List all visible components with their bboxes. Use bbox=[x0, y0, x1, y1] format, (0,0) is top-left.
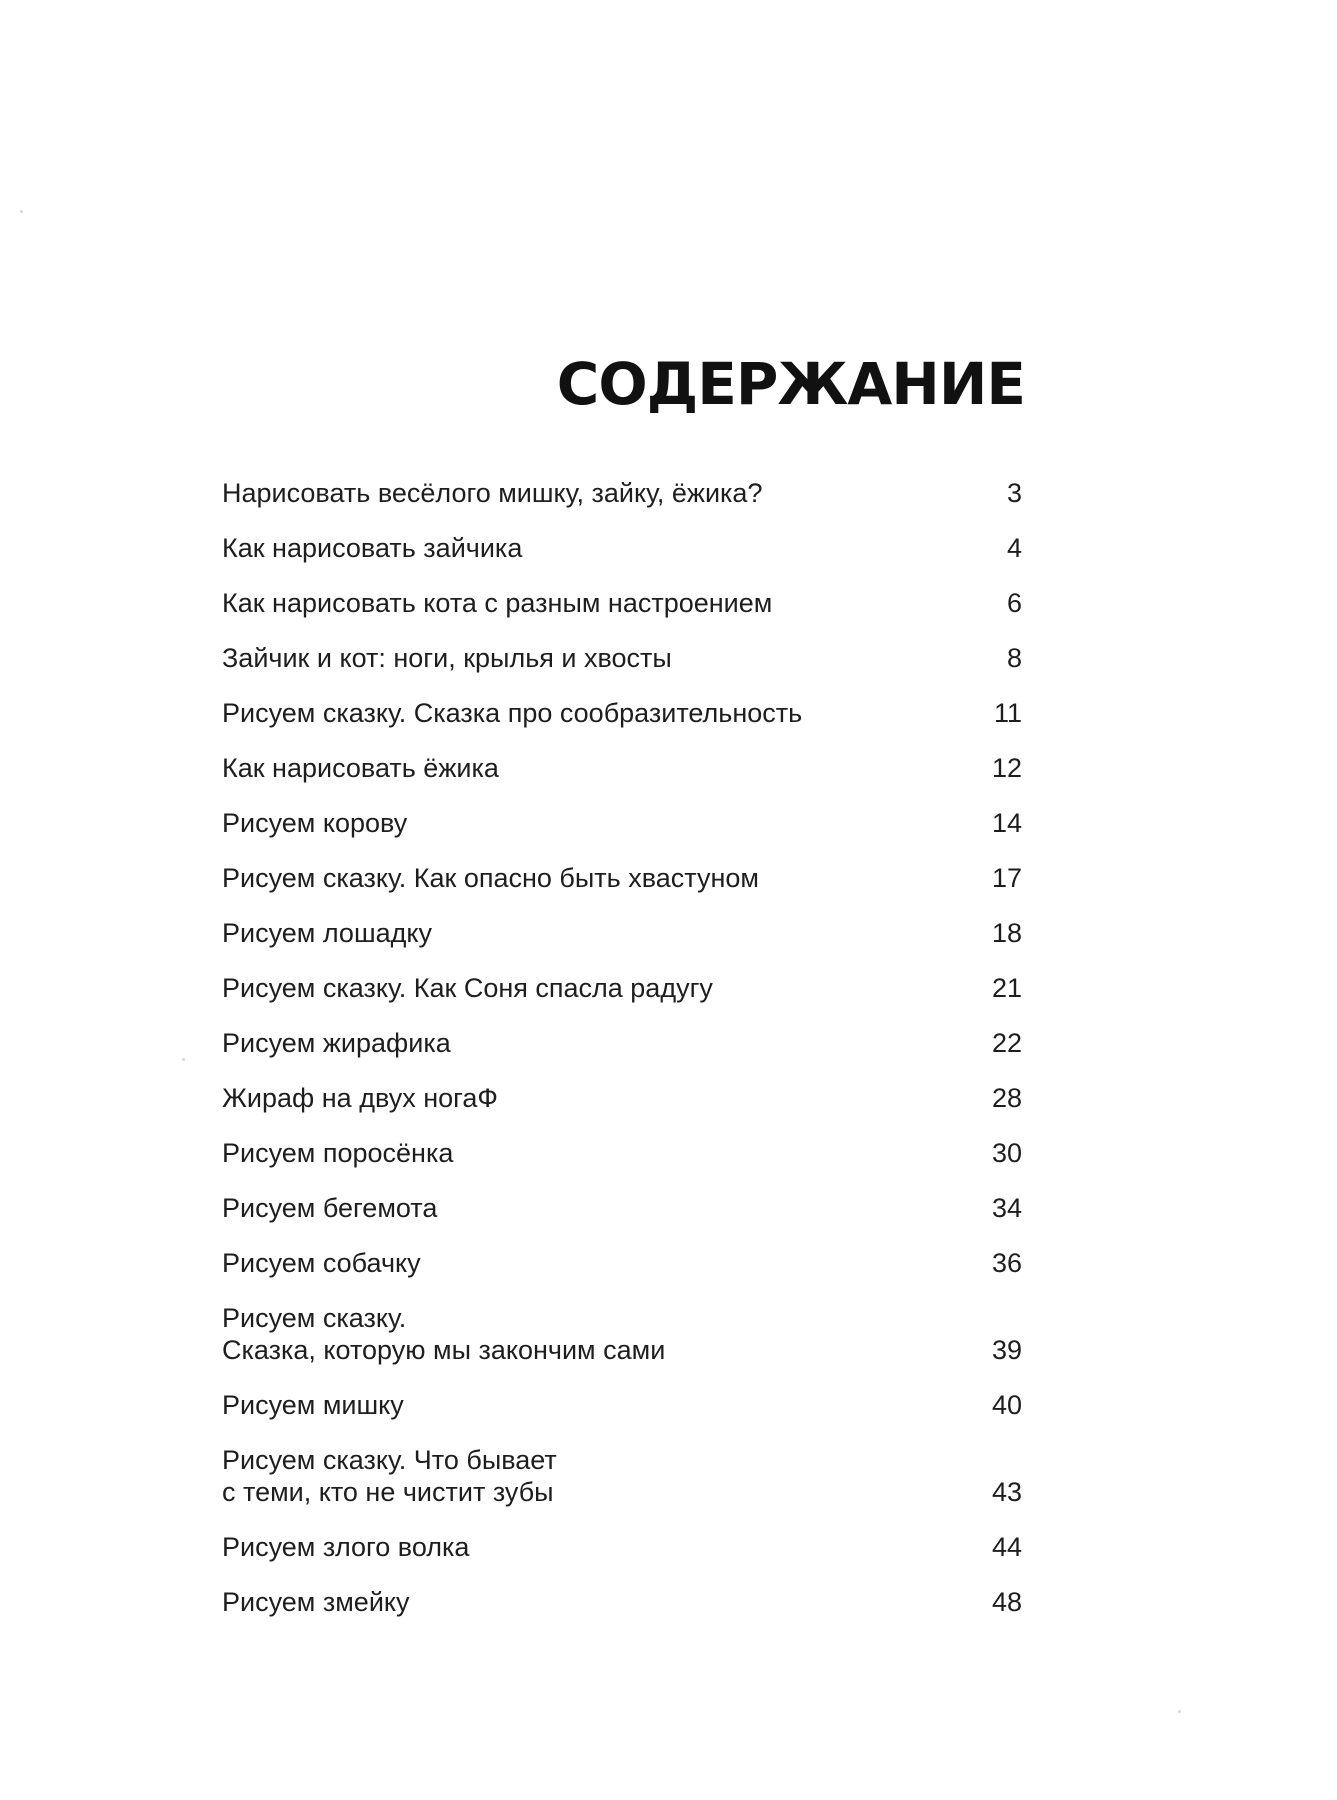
scan-speck bbox=[1178, 1710, 1181, 1713]
toc-entry-title-line: Рисуем сказку. bbox=[222, 1303, 407, 1333]
toc-entry-title-line: Как нарисовать кота с разным настроением bbox=[222, 588, 773, 618]
toc-page-number: 30 bbox=[991, 1138, 1022, 1168]
toc-entry-title bbox=[222, 1027, 952, 1059]
toc-entry-title bbox=[222, 1192, 952, 1224]
toc-entry[interactable] bbox=[222, 752, 1022, 784]
toc-entry[interactable] bbox=[222, 1247, 1022, 1279]
toc-page-number: 14 bbox=[991, 808, 1022, 838]
toc-entry-title-line: Рисуем сказку. Как опасно быть хвастуном bbox=[222, 863, 759, 893]
toc-entry-title bbox=[222, 532, 952, 564]
toc-entry-title bbox=[222, 752, 952, 784]
toc-page-number: 18 bbox=[991, 918, 1022, 948]
toc-entry-title bbox=[222, 587, 952, 619]
toc-entry[interactable] bbox=[222, 972, 1022, 1004]
scan-speck bbox=[182, 1058, 185, 1061]
toc-entry-title bbox=[222, 807, 952, 839]
scan-speck bbox=[20, 210, 23, 213]
toc-entry-title-line: с теми, кто не чистит зубы bbox=[222, 1477, 554, 1507]
toc-entry-title-line: Рисуем сказку. Сказка про сообразительность bbox=[222, 698, 803, 728]
toc-page-number: 17 bbox=[991, 863, 1022, 893]
toc-page-number: 39 bbox=[991, 1335, 1022, 1365]
toc-entry-title-line: Рисуем бегемота bbox=[222, 1193, 438, 1223]
toc-entry-title-line: Сказка, которую мы закончим сами bbox=[222, 1335, 666, 1365]
table-of-contents bbox=[222, 477, 1022, 1641]
toc-entry[interactable] bbox=[222, 862, 1022, 894]
toc-entry-title-line: Рисуем лошадку bbox=[222, 918, 432, 948]
toc-entry-title bbox=[222, 1082, 952, 1114]
toc-entry-title bbox=[222, 697, 952, 729]
toc-entry-title bbox=[222, 972, 952, 1004]
toc-page-number: 4 bbox=[1006, 533, 1022, 563]
toc-entry-title bbox=[222, 862, 952, 894]
toc-entry-title bbox=[222, 1444, 952, 1508]
toc-entry-title bbox=[222, 1137, 952, 1169]
toc-entry-title-line: Рисуем жирафика bbox=[222, 1028, 451, 1058]
toc-entry-title bbox=[222, 917, 952, 949]
toc-entry-title-line: Как нарисовать зайчика bbox=[222, 533, 523, 563]
toc-page-number: 43 bbox=[991, 1477, 1022, 1507]
toc-entry-title bbox=[222, 1302, 952, 1366]
toc-entry[interactable] bbox=[222, 1389, 1022, 1421]
toc-entry[interactable] bbox=[222, 532, 1022, 564]
toc-entry[interactable] bbox=[222, 697, 1022, 729]
toc-page-number: 21 bbox=[991, 973, 1022, 1003]
toc-entry-title-line: Жираф на двух ногаФ bbox=[222, 1083, 498, 1113]
toc-page-number: 36 bbox=[991, 1248, 1022, 1278]
page-title: СОДЕРЖАНИЕ bbox=[556, 350, 1025, 418]
toc-entry[interactable] bbox=[222, 477, 1022, 509]
toc-entry[interactable] bbox=[222, 1192, 1022, 1224]
toc-entry-title bbox=[222, 1531, 952, 1563]
toc-entry-title bbox=[222, 642, 952, 674]
toc-entry-title-line: Нарисовать весёлого мишку, зайку, ёжика? bbox=[222, 478, 763, 508]
toc-entry-title-line: Рисуем корову bbox=[222, 808, 408, 838]
toc-entry[interactable] bbox=[222, 1586, 1022, 1618]
toc-entry-title-line: Рисуем змейку bbox=[222, 1587, 410, 1617]
toc-page-number: 34 bbox=[991, 1193, 1022, 1223]
toc-page-number: 6 bbox=[1006, 588, 1022, 618]
toc-page-number: 40 bbox=[991, 1390, 1022, 1420]
toc-page-number: 22 bbox=[991, 1028, 1022, 1058]
toc-entry-title-line: Рисуем сказку. Как Соня спасла радугу bbox=[222, 973, 713, 1003]
toc-entry-title-line: Рисуем мишку bbox=[222, 1390, 404, 1420]
toc-entry-title bbox=[222, 1389, 952, 1421]
toc-page-number: 28 bbox=[991, 1083, 1022, 1113]
toc-entry-title bbox=[222, 1247, 952, 1279]
toc-page-number: 3 bbox=[1006, 478, 1022, 508]
toc-entry[interactable] bbox=[222, 1137, 1022, 1169]
toc-page-number: 44 bbox=[991, 1532, 1022, 1562]
toc-entry[interactable] bbox=[222, 1302, 1022, 1366]
toc-page-number: 48 bbox=[991, 1587, 1022, 1617]
toc-entry-title-line: Рисуем собачку bbox=[222, 1248, 421, 1278]
toc-page-number: 12 bbox=[991, 753, 1022, 783]
toc-entry-title bbox=[222, 477, 952, 509]
toc-entry-title-line: Рисуем поросёнка bbox=[222, 1138, 454, 1168]
toc-entry-title-line: Рисуем злого волка bbox=[222, 1532, 470, 1562]
toc-entry[interactable] bbox=[222, 1444, 1022, 1508]
toc-entry-title bbox=[222, 1586, 952, 1618]
toc-entry-title-line: Зайчик и кот: ноги, крылья и хвосты bbox=[222, 643, 672, 673]
toc-entry[interactable] bbox=[222, 1082, 1022, 1114]
toc-entry[interactable] bbox=[222, 587, 1022, 619]
toc-entry[interactable] bbox=[222, 1531, 1022, 1563]
toc-entry[interactable] bbox=[222, 1027, 1022, 1059]
toc-page-number: 11 bbox=[993, 698, 1022, 728]
toc-entry[interactable] bbox=[222, 642, 1022, 674]
toc-entry-title-line: Рисуем сказку. Что бывает bbox=[222, 1445, 557, 1475]
toc-entry-title-line: Как нарисовать ёжика bbox=[222, 753, 499, 783]
toc-page-number: 8 bbox=[1006, 643, 1022, 673]
toc-entry[interactable] bbox=[222, 807, 1022, 839]
toc-entry[interactable] bbox=[222, 917, 1022, 949]
